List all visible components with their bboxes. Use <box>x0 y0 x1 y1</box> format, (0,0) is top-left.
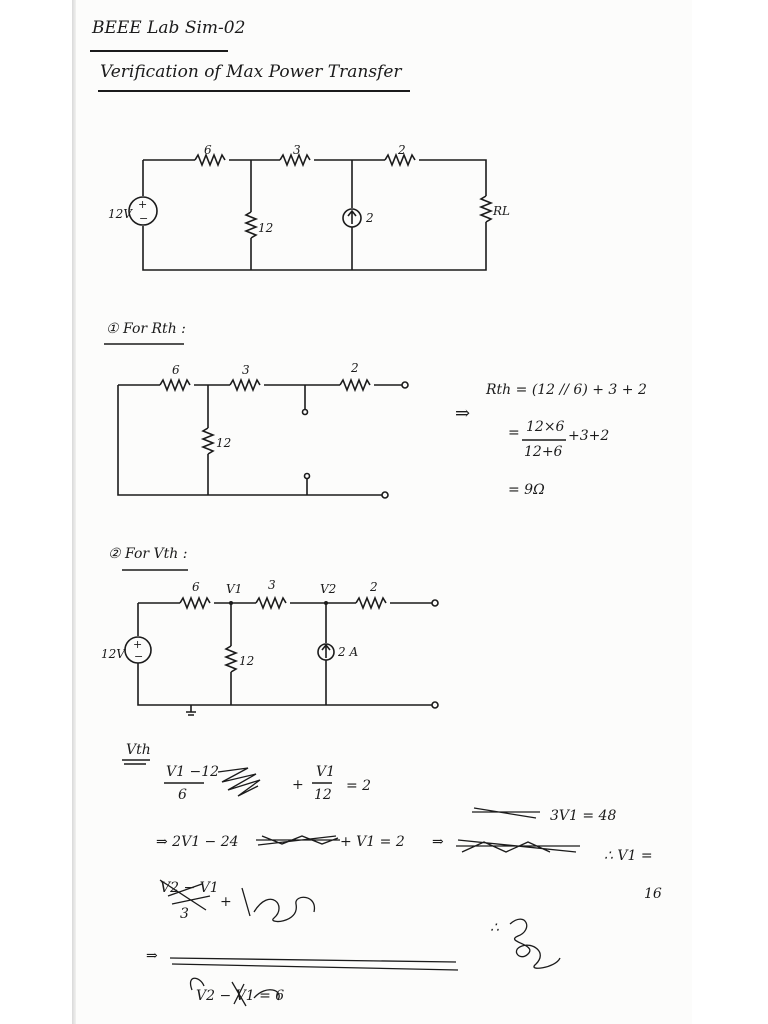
label-r6-c1: 6 <box>204 143 212 157</box>
svg-text:3: 3 <box>180 906 189 922</box>
rth-eq-eq: = <box>508 425 520 441</box>
section2-heading: ② For Vth : <box>108 546 188 562</box>
svg-text:+: + <box>133 638 143 651</box>
circuit-vth <box>101 578 438 715</box>
scribble-7 <box>170 958 458 970</box>
label-rl-c1: RL <box>493 204 511 218</box>
svg-text:6: 6 <box>172 363 180 377</box>
svg-text:⇒: ⇒ <box>146 948 158 964</box>
resistor-12-c1 <box>246 212 256 238</box>
svg-text:6: 6 <box>192 580 200 594</box>
load-resistor-c1 <box>481 196 491 222</box>
svg-text:12V: 12V <box>101 647 125 661</box>
scribble-3 <box>256 836 340 845</box>
label-r3-c1: 3 <box>293 143 301 157</box>
svg-text:3: 3 <box>242 363 250 377</box>
svg-text:3: 3 <box>268 578 276 592</box>
vth-label: Vth <box>126 742 151 758</box>
svg-text:−: − <box>139 212 149 225</box>
svg-text:V1 −12: V1 −12 <box>166 764 220 780</box>
scribble-6 <box>242 888 314 921</box>
scribble-1 <box>218 768 260 796</box>
circuit-1 <box>108 143 510 270</box>
svg-text:2: 2 <box>370 580 378 594</box>
page-subtitle: Verification of Max Power Transfer <box>100 62 402 82</box>
svg-text:+: + <box>220 894 232 910</box>
scribble-9 <box>510 919 560 968</box>
rth-eq-den: 12+6 <box>524 444 563 460</box>
svg-text:V2: V2 <box>320 582 337 596</box>
label-is-c1: 2 <box>366 211 374 225</box>
svg-text:12: 12 <box>314 787 332 803</box>
rth-eq-rest: +3+2 <box>568 428 610 444</box>
page-title: BEEE Lab Sim-02 <box>92 18 246 38</box>
svg-text:12: 12 <box>216 436 232 450</box>
svg-text:V2 − V1: V2 − V1 <box>160 880 219 896</box>
svg-text:∴: ∴ <box>490 920 499 936</box>
svg-text:2: 2 <box>351 361 359 375</box>
scribble-4 <box>456 840 580 852</box>
section1-heading: ① For Rth : <box>106 321 186 337</box>
label-r12-c1: 12 <box>258 221 274 235</box>
rth-eq-num: 12×6 <box>526 419 565 435</box>
svg-text:V2 − V1 = 6: V2 − V1 = 6 <box>196 988 285 1004</box>
svg-text:+ V1 = 2: + V1 = 2 <box>340 834 405 850</box>
svg-text:∴ V1 =: ∴ V1 = <box>604 848 653 864</box>
svg-text:6: 6 <box>178 787 187 803</box>
label-vs-c1: 12V <box>108 207 132 221</box>
svg-text:⇒: ⇒ <box>432 834 444 850</box>
svg-text:3V1 = 48: 3V1 = 48 <box>550 808 617 824</box>
svg-text:⇒ 2V1 − 24: ⇒ 2V1 − 24 <box>156 834 239 850</box>
svg-text:16: 16 <box>644 886 662 902</box>
rth-eq-result: = 9Ω <box>508 482 545 498</box>
circuit-rth <box>118 361 408 498</box>
scribble-2 <box>472 808 540 818</box>
rth-arrow: ⇒ <box>455 403 471 424</box>
rth-eq-line1: Rth = (12 // 6) + 3 + 2 <box>486 382 647 398</box>
svg-text:−: − <box>134 650 144 663</box>
svg-text:+: + <box>292 777 304 793</box>
label-r2-c1: 2 <box>398 143 406 157</box>
svg-text:V1: V1 <box>226 582 243 596</box>
svg-text:= 2: = 2 <box>346 778 372 794</box>
svg-text:+: + <box>138 198 148 211</box>
svg-text:V1: V1 <box>316 764 336 780</box>
svg-text:2 A: 2 A <box>338 645 359 659</box>
svg-text:12: 12 <box>239 654 255 668</box>
